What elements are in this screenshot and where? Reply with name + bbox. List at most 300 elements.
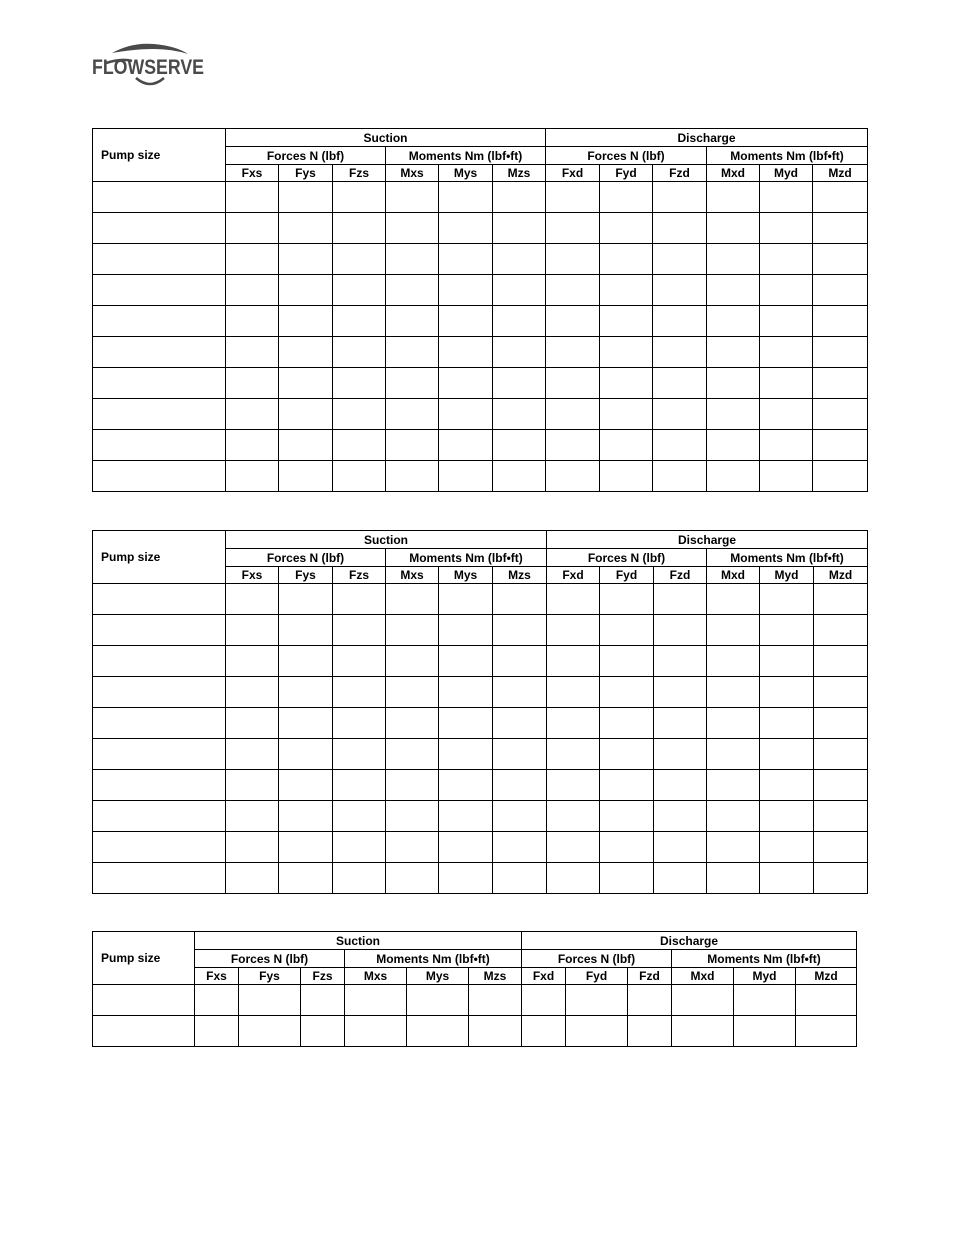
load-value-cell[interactable] <box>493 430 546 461</box>
load-value-cell[interactable] <box>493 863 547 894</box>
load-value-cell[interactable] <box>814 863 868 894</box>
load-value-cell[interactable] <box>653 275 707 306</box>
load-value-cell[interactable] <box>386 399 439 430</box>
load-value-cell[interactable] <box>386 213 439 244</box>
load-value-cell[interactable] <box>547 677 600 708</box>
load-value-cell[interactable] <box>226 399 279 430</box>
load-value-cell[interactable] <box>654 646 707 677</box>
load-value-cell[interactable] <box>439 182 493 213</box>
load-value-cell[interactable] <box>301 1016 345 1047</box>
load-value-cell[interactable] <box>226 615 279 646</box>
load-value-cell[interactable] <box>279 213 333 244</box>
load-value-cell[interactable] <box>654 615 707 646</box>
load-value-cell[interactable] <box>760 646 814 677</box>
load-value-cell[interactable] <box>813 244 868 275</box>
load-value-cell[interactable] <box>814 615 868 646</box>
pump-size-cell[interactable] <box>93 213 226 244</box>
load-value-cell[interactable] <box>707 306 760 337</box>
load-value-cell[interactable] <box>439 337 493 368</box>
load-value-cell[interactable] <box>333 708 386 739</box>
load-value-cell[interactable] <box>386 337 439 368</box>
load-value-cell[interactable] <box>386 430 439 461</box>
load-value-cell[interactable] <box>600 306 653 337</box>
load-value-cell[interactable] <box>493 213 546 244</box>
load-value-cell[interactable] <box>707 863 760 894</box>
load-value-cell[interactable] <box>386 615 439 646</box>
load-value-cell[interactable] <box>654 708 707 739</box>
load-value-cell[interactable] <box>493 584 547 615</box>
load-value-cell[interactable] <box>600 275 653 306</box>
load-value-cell[interactable] <box>707 739 760 770</box>
load-value-cell[interactable] <box>546 244 600 275</box>
load-value-cell[interactable] <box>279 461 333 492</box>
load-value-cell[interactable] <box>760 461 813 492</box>
pump-size-cell[interactable] <box>93 646 226 677</box>
load-value-cell[interactable] <box>345 985 407 1016</box>
load-value-cell[interactable] <box>814 770 868 801</box>
load-value-cell[interactable] <box>439 399 493 430</box>
load-value-cell[interactable] <box>493 832 547 863</box>
load-value-cell[interactable] <box>628 985 672 1016</box>
load-value-cell[interactable] <box>439 213 493 244</box>
load-value-cell[interactable] <box>226 182 279 213</box>
load-value-cell[interactable] <box>546 337 600 368</box>
load-value-cell[interactable] <box>653 430 707 461</box>
suction-moments-header: Moments Nm (lbf•ft) <box>345 950 522 968</box>
pump-size-cell[interactable] <box>93 306 226 337</box>
load-value-cell[interactable] <box>333 863 386 894</box>
load-value-cell[interactable] <box>279 739 333 770</box>
load-value-cell[interactable] <box>813 182 868 213</box>
pump-size-cell[interactable] <box>93 677 226 708</box>
load-value-cell[interactable] <box>546 430 600 461</box>
load-value-cell[interactable] <box>653 213 707 244</box>
load-value-cell[interactable] <box>600 399 653 430</box>
load-value-cell[interactable] <box>707 182 760 213</box>
load-value-cell[interactable] <box>301 985 345 1016</box>
pump-size-cell[interactable] <box>93 863 226 894</box>
load-value-cell[interactable] <box>226 708 279 739</box>
load-value-cell[interactable] <box>654 832 707 863</box>
load-value-cell[interactable] <box>333 182 386 213</box>
pump-size-cell[interactable] <box>93 708 226 739</box>
load-value-cell[interactable] <box>760 832 814 863</box>
column-header: Mxs <box>386 165 439 182</box>
load-value-cell[interactable] <box>600 213 653 244</box>
load-value-cell[interactable] <box>386 461 439 492</box>
load-value-cell[interactable] <box>279 863 333 894</box>
load-value-cell[interactable] <box>226 646 279 677</box>
load-value-cell[interactable] <box>386 832 439 863</box>
load-value-cell[interactable] <box>226 368 279 399</box>
load-value-cell[interactable] <box>226 244 279 275</box>
load-value-cell[interactable] <box>386 770 439 801</box>
load-value-cell[interactable] <box>522 1016 566 1047</box>
load-value-cell[interactable] <box>386 646 439 677</box>
pump-size-cell[interactable] <box>93 739 226 770</box>
suction-forces-header: Forces N (lbf) <box>226 549 386 567</box>
pump-size-cell[interactable] <box>93 985 195 1016</box>
load-value-cell[interactable] <box>707 801 760 832</box>
pump-size-cell[interactable] <box>93 368 226 399</box>
load-value-cell[interactable] <box>279 801 333 832</box>
load-value-cell[interactable] <box>226 430 279 461</box>
pump-size-cell[interactable] <box>93 615 226 646</box>
load-value-cell[interactable] <box>226 213 279 244</box>
load-value-cell[interactable] <box>814 801 868 832</box>
load-value-cell[interactable] <box>386 244 439 275</box>
load-value-cell[interactable] <box>672 985 734 1016</box>
load-value-cell[interactable] <box>796 985 857 1016</box>
load-value-cell[interactable] <box>600 615 654 646</box>
load-value-cell[interactable] <box>546 182 600 213</box>
load-value-cell[interactable] <box>653 306 707 337</box>
load-value-cell[interactable] <box>439 801 493 832</box>
load-value-cell[interactable] <box>279 368 333 399</box>
load-value-cell[interactable] <box>600 646 654 677</box>
load-value-cell[interactable] <box>333 461 386 492</box>
load-value-cell[interactable] <box>407 1016 469 1047</box>
load-value-cell[interactable] <box>493 801 547 832</box>
load-value-cell[interactable] <box>760 430 813 461</box>
load-value-cell[interactable] <box>333 615 386 646</box>
load-value-cell[interactable] <box>407 985 469 1016</box>
load-value-cell[interactable] <box>386 863 439 894</box>
load-value-cell[interactable] <box>760 863 814 894</box>
load-value-cell[interactable] <box>813 430 868 461</box>
load-value-cell[interactable] <box>279 306 333 337</box>
load-value-cell[interactable] <box>333 368 386 399</box>
load-value-cell[interactable] <box>547 739 600 770</box>
load-value-cell[interactable] <box>707 244 760 275</box>
load-value-cell[interactable] <box>279 770 333 801</box>
load-value-cell[interactable] <box>734 1016 796 1047</box>
load-value-cell[interactable] <box>439 770 493 801</box>
load-value-cell[interactable] <box>439 584 493 615</box>
load-value-cell[interactable] <box>333 646 386 677</box>
discharge-moments-header: Moments Nm (lbf•ft) <box>707 549 868 567</box>
load-value-cell[interactable] <box>707 677 760 708</box>
load-value-cell[interactable] <box>279 244 333 275</box>
load-value-cell[interactable] <box>760 368 813 399</box>
load-value-cell[interactable] <box>333 770 386 801</box>
suction-forces-header: Forces N (lbf) <box>226 147 386 165</box>
load-value-cell[interactable] <box>814 708 868 739</box>
load-value-cell[interactable] <box>279 430 333 461</box>
load-value-cell[interactable] <box>279 677 333 708</box>
load-value-cell[interactable] <box>279 275 333 306</box>
load-value-cell[interactable] <box>546 213 600 244</box>
pump-size-cell[interactable] <box>93 182 226 213</box>
load-value-cell[interactable] <box>469 1016 522 1047</box>
load-value-cell[interactable] <box>814 646 868 677</box>
load-value-cell[interactable] <box>439 832 493 863</box>
load-value-cell[interactable] <box>628 1016 672 1047</box>
load-value-cell[interactable] <box>760 584 814 615</box>
load-value-cell[interactable] <box>600 430 653 461</box>
load-value-cell[interactable] <box>469 985 522 1016</box>
load-value-cell[interactable] <box>653 182 707 213</box>
load-value-cell[interactable] <box>439 677 493 708</box>
load-value-cell[interactable] <box>493 770 547 801</box>
load-value-cell[interactable] <box>279 182 333 213</box>
load-value-cell[interactable] <box>386 368 439 399</box>
load-value-cell[interactable] <box>707 770 760 801</box>
load-value-cell[interactable] <box>707 368 760 399</box>
load-value-cell[interactable] <box>600 832 654 863</box>
load-value-cell[interactable] <box>814 584 868 615</box>
load-value-cell[interactable] <box>239 1016 301 1047</box>
load-value-cell[interactable] <box>672 1016 734 1047</box>
flowserve-logo <box>92 40 208 90</box>
load-value-cell[interactable] <box>600 182 653 213</box>
load-value-cell[interactable] <box>226 461 279 492</box>
load-value-cell[interactable] <box>226 275 279 306</box>
load-value-cell[interactable] <box>493 337 546 368</box>
load-value-cell[interactable] <box>813 461 868 492</box>
load-value-cell[interactable] <box>439 615 493 646</box>
load-value-cell[interactable] <box>707 615 760 646</box>
load-value-cell[interactable] <box>226 337 279 368</box>
load-value-cell[interactable] <box>333 430 386 461</box>
load-value-cell[interactable] <box>439 863 493 894</box>
load-value-cell[interactable] <box>439 430 493 461</box>
load-value-cell[interactable] <box>600 584 654 615</box>
load-value-cell[interactable] <box>707 430 760 461</box>
load-value-cell[interactable] <box>546 275 600 306</box>
load-value-cell[interactable] <box>760 337 813 368</box>
load-value-cell[interactable] <box>653 337 707 368</box>
load-value-cell[interactable] <box>279 399 333 430</box>
load-value-cell[interactable] <box>386 739 439 770</box>
load-value-cell[interactable] <box>439 368 493 399</box>
load-value-cell[interactable] <box>439 708 493 739</box>
load-value-cell[interactable] <box>226 832 279 863</box>
load-value-cell[interactable] <box>760 244 813 275</box>
load-value-cell[interactable] <box>546 306 600 337</box>
load-value-cell[interactable] <box>386 275 439 306</box>
load-value-cell[interactable] <box>439 739 493 770</box>
load-value-cell[interactable] <box>439 244 493 275</box>
load-value-cell[interactable] <box>654 584 707 615</box>
load-value-cell[interactable] <box>707 275 760 306</box>
load-value-cell[interactable] <box>547 832 600 863</box>
load-value-cell[interactable] <box>333 801 386 832</box>
load-value-cell[interactable] <box>439 306 493 337</box>
pump-size-cell[interactable] <box>93 461 226 492</box>
load-value-cell[interactable] <box>547 708 600 739</box>
load-value-cell[interactable] <box>600 708 654 739</box>
load-value-cell[interactable] <box>522 985 566 1016</box>
load-value-cell[interactable] <box>653 244 707 275</box>
load-value-cell[interactable] <box>195 985 239 1016</box>
load-value-cell[interactable] <box>333 399 386 430</box>
load-value-cell[interactable] <box>279 708 333 739</box>
load-value-cell[interactable] <box>813 213 868 244</box>
load-value-cell[interactable] <box>760 275 813 306</box>
load-value-cell[interactable] <box>493 677 547 708</box>
load-value-cell[interactable] <box>547 584 600 615</box>
load-value-cell[interactable] <box>813 368 868 399</box>
load-value-cell[interactable] <box>226 770 279 801</box>
load-value-cell[interactable] <box>386 677 439 708</box>
load-value-cell[interactable] <box>279 337 333 368</box>
load-value-cell[interactable] <box>493 244 546 275</box>
load-value-cell[interactable] <box>333 739 386 770</box>
load-value-cell[interactable] <box>226 863 279 894</box>
load-value-cell[interactable] <box>707 832 760 863</box>
load-value-cell[interactable] <box>760 399 813 430</box>
load-value-cell[interactable] <box>546 399 600 430</box>
load-value-cell[interactable] <box>386 182 439 213</box>
load-value-cell[interactable] <box>493 275 546 306</box>
load-value-cell[interactable] <box>600 244 653 275</box>
load-value-cell[interactable] <box>600 863 654 894</box>
load-value-cell[interactable] <box>546 368 600 399</box>
load-value-cell[interactable] <box>566 1016 628 1047</box>
load-value-cell[interactable] <box>654 801 707 832</box>
load-value-cell[interactable] <box>333 213 386 244</box>
load-value-cell[interactable] <box>654 770 707 801</box>
load-value-cell[interactable] <box>333 337 386 368</box>
load-value-cell[interactable] <box>333 584 386 615</box>
load-value-cell[interactable] <box>333 244 386 275</box>
load-value-cell[interactable] <box>226 801 279 832</box>
load-value-cell[interactable] <box>439 275 493 306</box>
load-value-cell[interactable] <box>386 801 439 832</box>
load-value-cell[interactable] <box>707 399 760 430</box>
load-value-cell[interactable] <box>600 368 653 399</box>
load-value-cell[interactable] <box>226 739 279 770</box>
load-value-cell[interactable] <box>707 708 760 739</box>
load-value-cell[interactable] <box>760 213 813 244</box>
load-value-cell[interactable] <box>493 646 547 677</box>
load-value-cell[interactable] <box>707 461 760 492</box>
load-value-cell[interactable] <box>600 770 654 801</box>
pump-size-cell[interactable] <box>93 832 226 863</box>
load-value-cell[interactable] <box>653 399 707 430</box>
pump-size-cell[interactable] <box>93 337 226 368</box>
column-header: Fyd <box>566 968 628 985</box>
load-value-cell[interactable] <box>279 832 333 863</box>
pump-size-cell[interactable] <box>93 584 226 615</box>
load-value-cell[interactable] <box>760 708 814 739</box>
load-value-cell[interactable] <box>439 646 493 677</box>
load-value-cell[interactable] <box>547 801 600 832</box>
pump-size-cell[interactable] <box>93 275 226 306</box>
load-value-cell[interactable] <box>707 213 760 244</box>
load-value-cell[interactable] <box>566 985 628 1016</box>
load-value-cell[interactable] <box>654 863 707 894</box>
column-header: Fyd <box>600 567 654 584</box>
load-value-cell[interactable] <box>654 677 707 708</box>
pump-size-cell[interactable] <box>93 430 226 461</box>
load-value-cell[interactable] <box>600 801 654 832</box>
load-value-cell[interactable] <box>345 1016 407 1047</box>
load-value-cell[interactable] <box>546 461 600 492</box>
load-value-cell[interactable] <box>547 863 600 894</box>
pump-size-cell[interactable] <box>93 1016 195 1047</box>
load-value-cell[interactable] <box>600 461 653 492</box>
load-value-cell[interactable] <box>493 399 546 430</box>
load-value-cell[interactable] <box>493 368 546 399</box>
load-value-cell[interactable] <box>600 739 654 770</box>
load-value-cell[interactable] <box>734 985 796 1016</box>
load-value-cell[interactable] <box>707 337 760 368</box>
load-value-cell[interactable] <box>195 1016 239 1047</box>
pump-size-cell[interactable] <box>93 399 226 430</box>
load-value-cell[interactable] <box>333 832 386 863</box>
load-value-cell[interactable] <box>493 739 547 770</box>
load-value-cell[interactable] <box>386 306 439 337</box>
load-value-cell[interactable] <box>813 399 868 430</box>
load-value-cell[interactable] <box>760 801 814 832</box>
load-value-cell[interactable] <box>439 461 493 492</box>
load-value-cell[interactable] <box>760 677 814 708</box>
load-value-cell[interactable] <box>796 1016 857 1047</box>
load-value-cell[interactable] <box>226 677 279 708</box>
load-value-cell[interactable] <box>386 708 439 739</box>
load-value-cell[interactable] <box>493 182 546 213</box>
column-header: Mzd <box>814 567 868 584</box>
load-value-cell[interactable] <box>813 275 868 306</box>
load-value-cell[interactable] <box>813 337 868 368</box>
load-value-cell[interactable] <box>654 739 707 770</box>
nozzle-loads-table-2 <box>92 530 868 894</box>
load-value-cell[interactable] <box>707 584 760 615</box>
pump-size-cell[interactable] <box>93 801 226 832</box>
load-value-cell[interactable] <box>547 646 600 677</box>
load-value-cell[interactable] <box>814 677 868 708</box>
load-value-cell[interactable] <box>333 306 386 337</box>
load-value-cell[interactable] <box>760 306 813 337</box>
load-value-cell[interactable] <box>547 770 600 801</box>
load-value-cell[interactable] <box>760 615 814 646</box>
load-value-cell[interactable] <box>813 306 868 337</box>
load-value-cell[interactable] <box>600 337 653 368</box>
load-value-cell[interactable] <box>279 615 333 646</box>
load-value-cell[interactable] <box>653 368 707 399</box>
table-row <box>93 306 868 337</box>
pump-size-cell[interactable] <box>93 244 226 275</box>
load-value-cell[interactable] <box>279 646 333 677</box>
load-value-cell[interactable] <box>279 584 333 615</box>
load-value-cell[interactable] <box>814 739 868 770</box>
load-value-cell[interactable] <box>333 677 386 708</box>
load-value-cell[interactable] <box>547 615 600 646</box>
load-value-cell[interactable] <box>707 646 760 677</box>
load-value-cell[interactable] <box>333 275 386 306</box>
load-value-cell[interactable] <box>653 461 707 492</box>
table-row <box>93 615 868 646</box>
load-value-cell[interactable] <box>226 584 279 615</box>
suction-moments-header: Moments Nm (lbf•ft) <box>386 549 547 567</box>
load-value-cell[interactable] <box>493 708 547 739</box>
load-value-cell[interactable] <box>493 306 546 337</box>
load-value-cell[interactable] <box>493 461 546 492</box>
load-value-cell[interactable] <box>814 832 868 863</box>
pump-size-cell[interactable] <box>93 770 226 801</box>
load-value-cell[interactable] <box>386 584 439 615</box>
load-value-cell[interactable] <box>760 739 814 770</box>
load-value-cell[interactable] <box>760 770 814 801</box>
load-value-cell[interactable] <box>600 677 654 708</box>
load-value-cell[interactable] <box>239 985 301 1016</box>
load-value-cell[interactable] <box>760 182 813 213</box>
load-value-cell[interactable] <box>226 306 279 337</box>
load-value-cell[interactable] <box>493 615 547 646</box>
column-header: Mxs <box>345 968 407 985</box>
